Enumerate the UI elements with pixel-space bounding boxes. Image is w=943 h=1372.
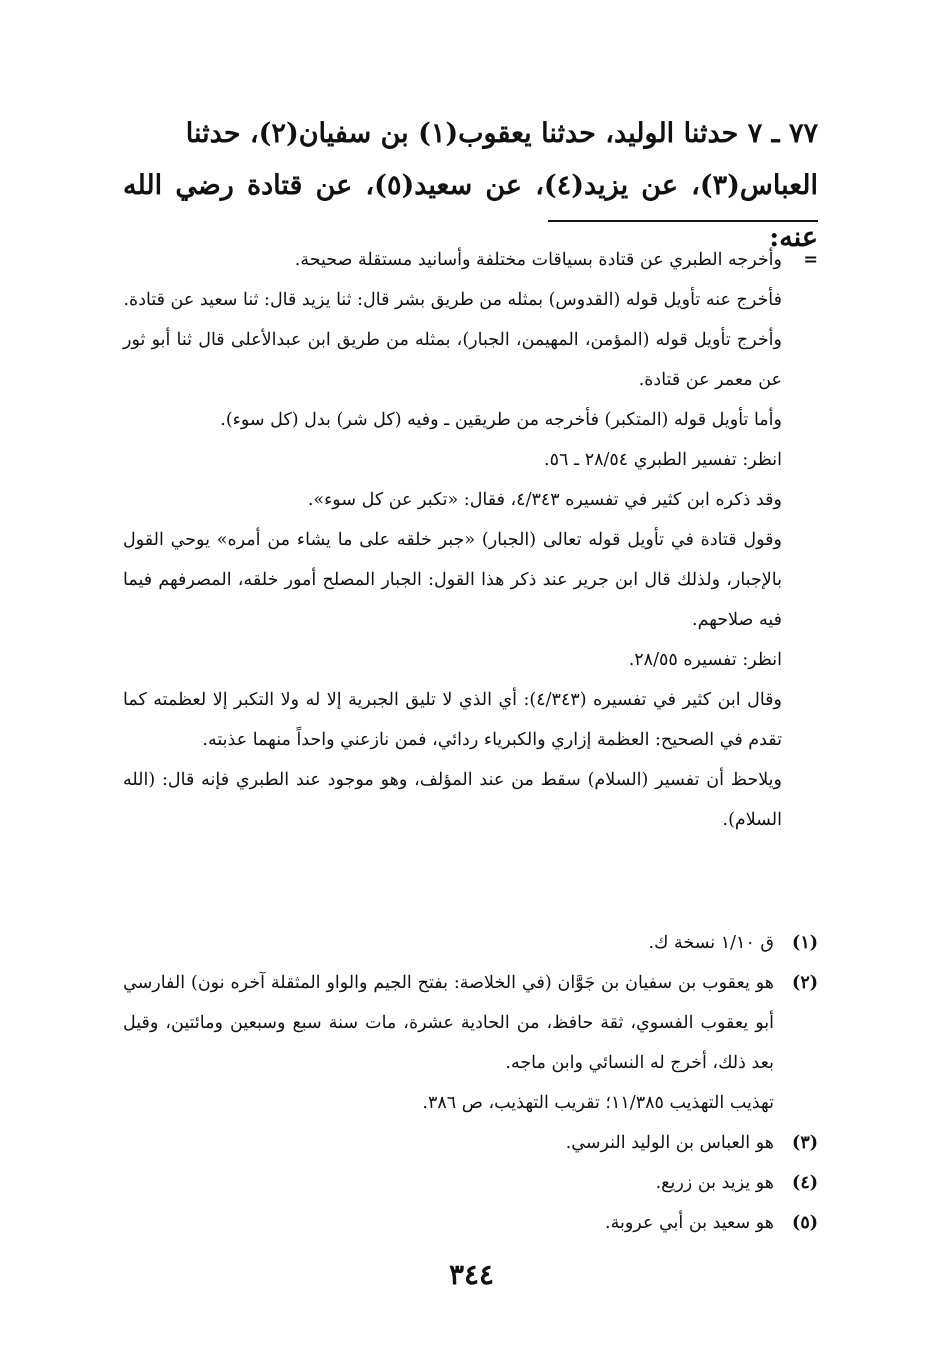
footnote-text: تهذيب التهذيب ١١/٣٨٥؛ تقريب التهذيب، ص ٣٨٦. (422, 1093, 774, 1113)
continuation-paragraph: انظر: تفسيره ٢٨/٥٥. (628, 650, 782, 670)
footnote-text: هو العباس بن الوليد النرسي. (565, 1133, 774, 1153)
continuation-marker: = (803, 250, 818, 270)
continuation-paragraph: وقول قتادة في تأويل قوله تعالى (الجبار) «جبر خلقه على ما يشاء من أمره» يوحي القول بالإجبار، ولذلك قال ابن جرير عند ذكر هذا القول: الجبار المصلح أمور خلقه، المصرفهم فيما فيه صلاحهم. (123, 530, 782, 630)
continuation-paragraph: وقال ابن كثير في تفسيره (٤/٣٤٣): أي الذي لا تليق الجبرية إلا له ولا التكبر إلا لعظمته كما تقدم في الصحيح: العظمة إزاري والكبرياء ردائي، فمن نازعني واحداً منهما عذبته. (123, 690, 782, 750)
continuation-paragraph: وأما تأويل قوله (المتكبر) فأخرجه من طريقين ـ وفيه (كل شر) بدل (كل سوء). (220, 410, 782, 430)
footnote-text: هو يزيد بن زريع. (655, 1173, 774, 1193)
footnote-4 (123, 1163, 818, 1203)
main-line-1: ٧٧ ـ ٧ حدثنا الوليد، حدثنا يعقوب(١) بن سفيان(٢)، حدثنا (185, 118, 818, 149)
footnote-separator (548, 220, 818, 222)
footnote-number: (٢) (792, 973, 818, 993)
continuation-paragraph: انظر: تفسير الطبري ٢٨/٥٤ ـ ٥٦. (544, 450, 782, 470)
footnote-5 (123, 1203, 818, 1243)
continuation-paragraph: وقد ذكره ابن كثير في تفسيره ٤/٣٤٣، فقال: «تكبر عن كل سوء». (307, 490, 782, 510)
continuation-paragraph: ويلاحظ أن تفسير (السلام) سقط من عند المؤلف، وهو موجود عند الطبري فإنه قال: (الله السلام). (123, 770, 782, 830)
continuation-paragraph: وأخرج تأويل قوله (المؤمن، المهيمن، الجبار)، بمثله من طريق ابن عبدالأعلى قال ثنا أبو ثور عن معمر عن قتادة. (123, 330, 782, 390)
footnote-text: هو يعقوب بن سفيان بن جَوَّان (في الخلاصة: بفتح الجيم والواو المثقلة آخره نون) الفارسي أبو يعقوب الفسوي، ثقة حافظ، من الحادية عشرة، مات سنة سبع وسبعين ومائتين، وقيل بعد ذلك، أخرج له النسائي وابن ماجه. (123, 973, 774, 1073)
footnote-3 (123, 1123, 818, 1163)
footnotes (123, 923, 818, 1243)
continuation-paragraph: فأخرج عنه تأويل قوله (القدوس) بمثله من طريق بشر قال: ثنا يزيد قال: ثنا سعيد عن قتادة. (123, 290, 782, 310)
footnote-number: (٥) (792, 1213, 818, 1233)
footnote-number: (٤) (792, 1173, 818, 1193)
page-number: ٣٤٤ (448, 1258, 495, 1291)
footnote-number: (١) (792, 933, 818, 953)
main-line-2: العباس(٣)، عن يزيد(٤)، عن سعيد(٥)، عن قتادة رضي الله عنه: (123, 170, 819, 253)
footnote-text: ق ١/١٠ نسخة ك. (648, 933, 774, 953)
continued-footnote (123, 240, 818, 840)
footnote-number: (٣) (792, 1133, 818, 1153)
footnote-1 (123, 923, 818, 963)
continuation-paragraph: وأخرجه الطبري عن قتادة بسياقات مختلفة وأسانيد مستقلة صحيحة. (294, 250, 782, 270)
footnote-text: هو سعيد بن أبي عروبة. (605, 1213, 774, 1233)
footnote-2 (123, 963, 818, 1123)
